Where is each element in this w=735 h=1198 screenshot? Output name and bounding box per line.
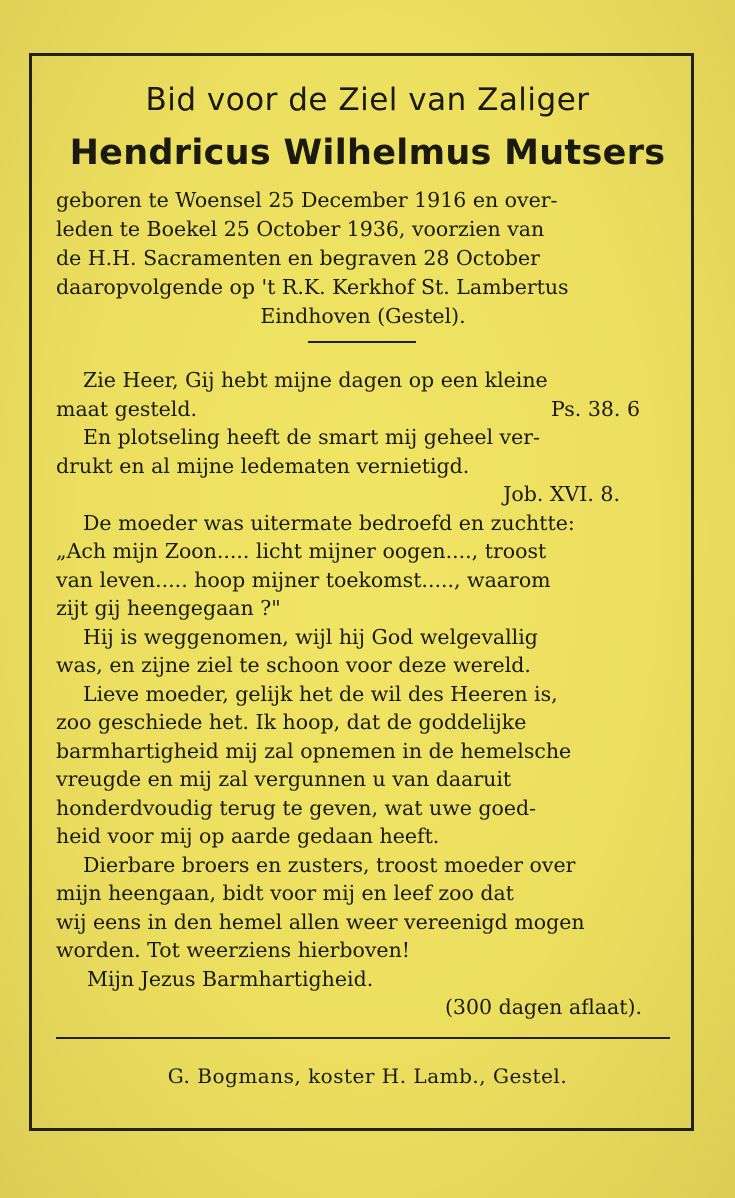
footer-divider [56, 1037, 670, 1039]
prayer-line [56, 651, 670, 680]
prayer-line [56, 936, 670, 965]
prayer-text-span: wij eens in den hemel allen weer vereenigd mogen [56, 909, 585, 934]
prayer-line [56, 395, 670, 424]
prayer-text-span: vreugde en mij zal vergunnen u van daaruit [56, 767, 512, 791]
prayer-line [56, 680, 670, 709]
intro-text: geboren te Woensel 25 December 1916 en over- [56, 188, 558, 212]
deceased-name: Hendricus Wilhelmus Mutsers [69, 133, 666, 173]
prayer-line [56, 965, 670, 994]
prayer-text-span: mijn heengaan, bidt voor mij en leef zoo dat [56, 881, 514, 905]
intro-text: leden te Boekel 25 October 1936, voorzien van [56, 217, 545, 241]
intro-line [56, 186, 670, 215]
prayer-text-span: van leven..... hoop mijner toekomst....., waarom [56, 567, 551, 592]
intro-line [56, 244, 670, 273]
prayer-text-span: was, en zijne ziel te schoon voor deze wereld. [56, 653, 531, 677]
prayer-line [56, 822, 670, 851]
prayer-text-span: Lieve moeder, gelijk het de wil des Heeren is, [83, 681, 558, 706]
prayer-text-span: drukt en al mijne ledematen vernietigd. [56, 453, 470, 478]
prayer-line [56, 851, 670, 880]
prayer-text-span: De moeder was uitermate bedroefd en zuchtte: [83, 510, 575, 535]
prayer-line [56, 708, 670, 737]
title-line-1: Bid voor de Ziel van Zaliger [145, 82, 590, 118]
prayer-line [56, 594, 670, 623]
printer-credit: G. Bogmans, koster H. Lamb., Gestel. [167, 1064, 568, 1088]
prayer-text-span: „Ach mijn Zoon..... licht mijner oogen...., troost [56, 539, 547, 563]
prayer-text-span: En plotseling heeft de smart mij geheel ver- [83, 425, 540, 449]
prayer-text-span: zijt gij heengegaan ?" [56, 596, 281, 620]
indulgence-note: (300 dagen aflaat). [444, 995, 642, 1019]
scripture-reference: Ps. 38. 6 [551, 396, 640, 421]
prayer-line [56, 423, 670, 452]
intro-line [56, 273, 670, 302]
prayer-text-span: Mijn Jezus Barmhartigheid. [87, 966, 374, 991]
prayer-line [56, 366, 670, 395]
prayer-text-span: zoo geschiede het. Ik hoop, dat de goddelijke [56, 710, 527, 734]
prayer-line [56, 765, 670, 794]
prayer-text-span: Zie Heer, Gij hebt mijne dagen op een kleine [83, 368, 548, 392]
prayer-text-span: maat gesteld. [56, 396, 197, 421]
prayer-text-span: barmhartigheid mij zal opnemen in de hemelsche [56, 738, 572, 763]
intro-text: de H.H. Sacramenten en begraven 28 October [56, 246, 540, 270]
prayer-line [56, 480, 670, 509]
prayer-text [56, 366, 670, 1022]
intro-line [56, 215, 670, 244]
prayer-line [56, 623, 670, 652]
prayer-line [56, 993, 670, 1022]
intro-text: Eindhoven (Gestel). [260, 304, 466, 328]
prayer-line [56, 737, 670, 766]
prayer-line [56, 537, 670, 566]
biographical-text [56, 186, 670, 331]
prayer-line [56, 566, 670, 595]
prayer-text-span: honderdvoudig terug te geven, wat uwe goed- [56, 795, 537, 820]
prayer-line [56, 452, 670, 481]
intro-line [56, 302, 670, 331]
scripture-reference: Job. XVI. 8. [503, 482, 620, 506]
intro-text: daaropvolgende op 't R.K. Kerkhof St. Lambertus [56, 275, 569, 299]
prayer-text-span: heid voor mij op aarde gedaan heeft. [56, 824, 440, 848]
prayer-text-span: worden. Tot weerziens hierboven! [56, 938, 411, 962]
short-divider [308, 341, 416, 343]
prayer-line [56, 879, 670, 908]
prayer-line [56, 794, 670, 823]
prayer-text-span: Dierbare broers en zusters, troost moeder over [83, 852, 576, 877]
prayer-line [56, 509, 670, 538]
prayer-line [56, 908, 670, 937]
prayer-text-span: Hij is weggenomen, wijl hij God welgevallig [83, 624, 538, 649]
